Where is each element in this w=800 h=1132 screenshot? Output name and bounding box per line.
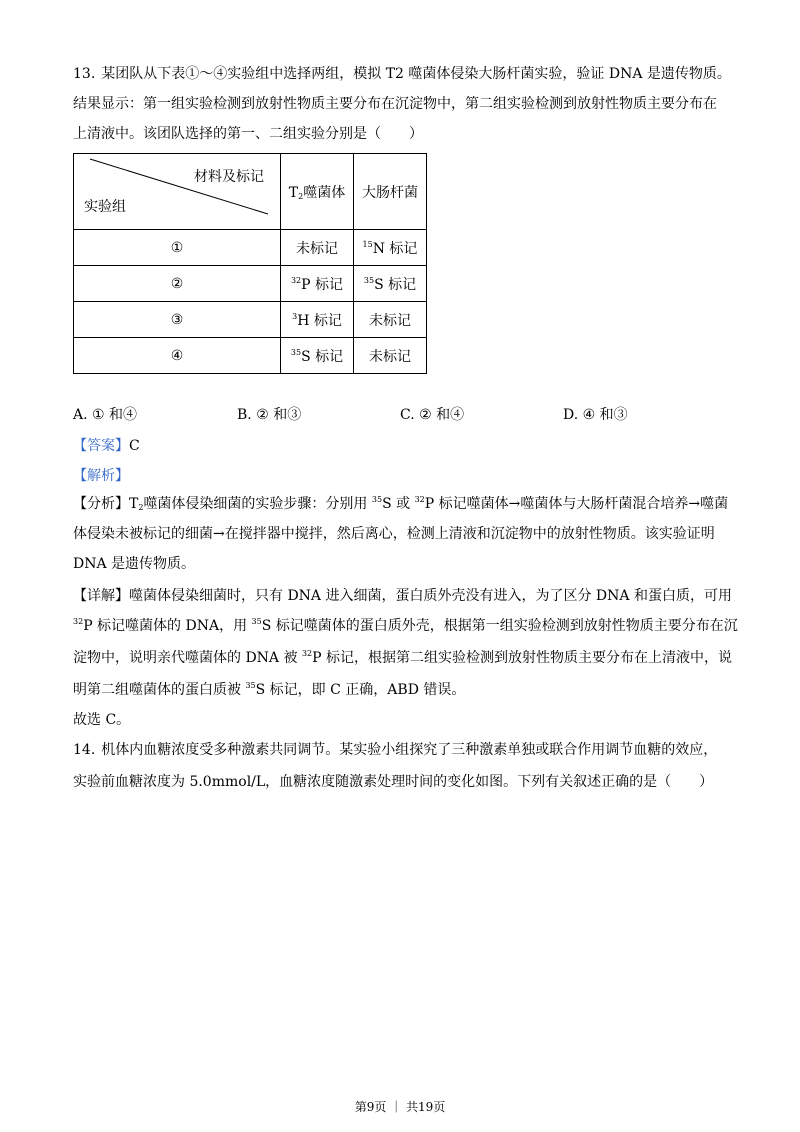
isotope-mass: 35	[363, 275, 375, 285]
fenxi-t-sub: 2	[138, 503, 144, 512]
isotope-mass: 35	[251, 617, 262, 626]
table-row	[74, 230, 427, 266]
xiangjie-text-4a: 明第二组噬菌体的蛋白质被	[73, 682, 246, 698]
phage-label-cell	[281, 266, 354, 302]
fenxi-label: 【分析】	[73, 496, 129, 512]
q14-line2: 实验前血糖浓度为 5.0mmol/L，血糖浓度随激素处理时间的变化如图。下列有关叙述正确的是（ ）	[73, 774, 714, 790]
phage-suffix: 噬菌体	[303, 184, 346, 201]
ecoli-label-cell	[354, 266, 427, 302]
fenxi-line1	[73, 494, 728, 514]
group-cell: ③	[74, 302, 281, 338]
xiangjie-text-3a: 淀物中，说明亲代噬菌体的 DNA 被	[73, 650, 302, 666]
q14-text-1: 机体内血糖浓度受多种激素共同调节。某实验小组探究了三种激素单独或联合作用调节血糖的效应，	[101, 742, 718, 758]
page-footer: 第9页 ｜ 共19页	[354, 1100, 446, 1114]
phage-label-cell	[281, 230, 354, 266]
ecoli-label-text: 未标记	[369, 348, 411, 365]
isotope-mass: 15	[362, 239, 373, 249]
fenxi-text-b: S 或	[382, 496, 415, 512]
answer-line	[73, 436, 140, 456]
header-ecoli: 大肠杆菌	[354, 154, 427, 230]
phage-sub: 2	[298, 191, 304, 201]
fenxi-text-a: 噬菌体侵染细菌的实验步骤：分别用	[143, 496, 372, 512]
q13-line3: 上清液中。该团队选择的第一、二组实验分别是（ ）	[73, 126, 423, 142]
analysis-label: 【解析】	[73, 468, 129, 484]
q14-line1	[73, 740, 717, 760]
xiangjie-text-3b: P 标记，根据第二组实验检测到放射性物质主要分布在上清液中，说	[312, 650, 732, 666]
q13-line2: 结果显示：第一组实验检测到放射性物质主要分布在沉淀物中，第二组实验检测到放射性物质主要分布在	[73, 96, 717, 112]
ecoli-label-text: S 标记	[374, 276, 417, 293]
phage-t: T	[288, 184, 299, 201]
option-a: A. ① 和④	[73, 407, 138, 423]
phage-label-cell	[281, 338, 354, 374]
ecoli-label-text: 未标记	[369, 312, 411, 329]
q14-number: 14.	[73, 742, 96, 758]
isotope-mass: 32	[414, 495, 425, 504]
fenxi-line2: 体侵染未被标记的细菌→在搅拌器中搅拌，然后离心，检测上清液和沉淀物中的放射性物质。该实验证明	[73, 526, 715, 542]
header-phage	[281, 154, 354, 230]
header-group-label: 实验组	[84, 199, 126, 215]
xiangjie-line3	[73, 648, 732, 668]
table-row	[74, 338, 427, 374]
table-row	[74, 266, 427, 302]
xiangjie-text-4b: S 标记，即 C 正确，ABD 错误。	[255, 682, 466, 698]
ecoli-label-text: N 标记	[372, 240, 418, 257]
xiangjie-line1	[73, 586, 732, 606]
phage-label-cell	[281, 302, 354, 338]
group-cell: ①	[74, 230, 281, 266]
ecoli-label-cell	[354, 230, 427, 266]
conclusion: 故选 C。	[73, 712, 131, 728]
isotope-mass: 3	[292, 311, 298, 321]
phage-label-text: 未标记	[296, 240, 338, 257]
experiment-table	[73, 153, 427, 374]
phage-label-text: H 标记	[297, 312, 342, 329]
group-cell: ④	[74, 338, 281, 374]
xiangjie-line4	[73, 680, 465, 700]
answer-value: C	[129, 438, 140, 454]
xiangjie-label: 【详解】	[73, 588, 129, 604]
isotope-mass: 32	[301, 649, 313, 658]
isotope-mass: 32	[290, 275, 302, 285]
isotope-mass: 32	[73, 617, 84, 626]
ecoli-label-cell	[354, 302, 427, 338]
fenxi-line3: DNA 是遗传物质。	[73, 556, 196, 572]
option-d: D. ④ 和③	[563, 407, 628, 423]
isotope-mass: 35	[245, 681, 256, 690]
table-diagonal-header	[74, 154, 281, 230]
fenxi-t: T	[129, 496, 139, 512]
answer-label: 【答案】	[73, 438, 129, 454]
xiangjie-text-2a: P 标记噬菌体的 DNA，用	[83, 618, 252, 634]
isotope-mass: 35	[371, 495, 383, 504]
header-materials-label: 材料及标记	[194, 169, 264, 185]
xiangjie-text-2b: S 标记噬菌体的蛋白质外壳，根据第一组实验检测到放射性物质主要分布在沉	[261, 618, 738, 634]
option-c: C. ② 和④	[400, 407, 465, 423]
phage-label-text: S 标记	[301, 348, 344, 365]
option-b: B. ② 和③	[237, 407, 302, 423]
q13-text-1: 某团队从下表①～④实验组中选择两组，模拟 T2 噬菌体侵染大肠杆菌实验，验证 DNA 是遗传物质。	[101, 66, 731, 82]
xiangjie-line2	[73, 616, 738, 636]
ecoli-label-cell	[354, 338, 427, 374]
phage-label-text: P 标记	[301, 276, 344, 293]
q13-line1	[73, 64, 731, 84]
fenxi-text-c: P 标记噬菌体→噬菌体与大肠杆菌混合培养→噬菌	[424, 496, 729, 512]
group-cell: ②	[74, 266, 281, 302]
isotope-mass: 35	[290, 347, 302, 357]
q13-number: 13.	[73, 66, 96, 82]
table-row	[74, 302, 427, 338]
xiangjie-text-1: 噬菌体侵染细菌时，只有 DNA 进入细菌，蛋白质外壳没有进入，为了区分 DNA 和蛋白质，可用	[129, 588, 732, 604]
